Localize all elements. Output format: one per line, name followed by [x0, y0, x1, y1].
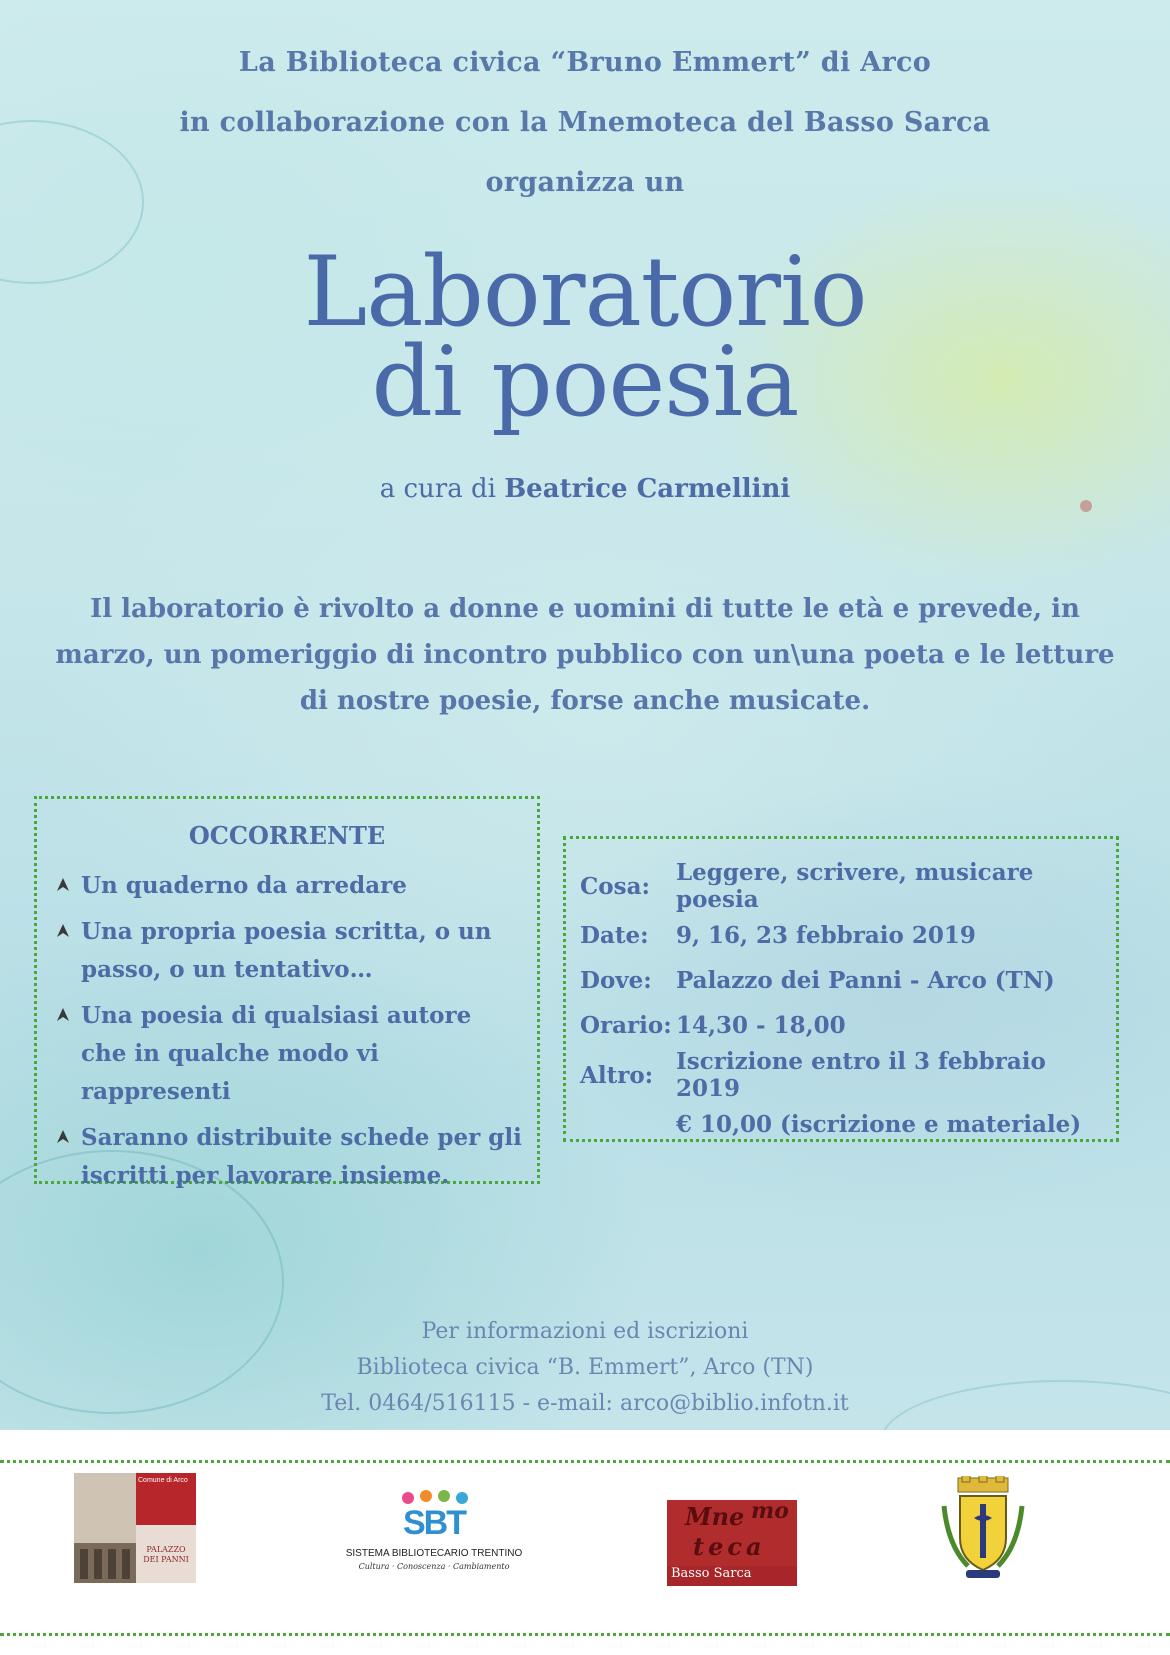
mnemoteca-logo — [667, 1500, 797, 1586]
details-value: Leggere, scrivere, musicare poesia — [676, 859, 1034, 913]
sbt-logo — [336, 1490, 532, 1590]
arrowhead-bullet-icon — [55, 1007, 71, 1023]
palazzo-dei-panni-book-logo — [74, 1473, 196, 1583]
details-key: Orario: — [580, 1012, 672, 1039]
mnemoteca-word-2: mo — [751, 1498, 789, 1524]
details-row — [580, 913, 1116, 958]
arrowhead-bullet-icon — [55, 1129, 71, 1145]
details-key: Date: — [580, 922, 649, 949]
details-value: € 10,00 (iscrizione e materiale) — [676, 1111, 1082, 1138]
sbt-name: SISTEMA BIBLIOTECARIO TRENTINO — [345, 1548, 523, 1559]
details-row — [580, 1102, 1116, 1147]
details-value: Palazzo dei Panni - Arco (TN) — [676, 967, 1055, 994]
book-label-panni: DEI PANNI — [143, 1555, 189, 1564]
sbt-letters: SBT — [403, 1504, 465, 1542]
curator-name: Beatrice Carmellini — [504, 474, 791, 504]
curator-line — [0, 474, 1170, 504]
details-row — [580, 958, 1116, 1003]
description-line-2: marzo, un pomeriggio di incontro pubblico con un\una poeta e le letture — [55, 640, 1115, 670]
details-key: Altro: — [580, 1061, 654, 1089]
occorrente-item-text: Una poesia di qualsiasi autore che in qualche modo vi rappresenti — [81, 1002, 472, 1105]
curator-prefix: a cura di — [379, 474, 496, 504]
details-row — [580, 1048, 1116, 1102]
details-key — [580, 1102, 676, 1147]
details-value: 14,30 - 18,00 — [676, 1012, 846, 1039]
footer-contact: Tel. 0464/516115 - e-mail: arco@biblio.infotn.it — [321, 1391, 849, 1416]
description-line-1: Il laboratorio è rivolto a donne e uomini di tutte le età e prevede, in — [90, 594, 1080, 624]
details-row — [580, 859, 1116, 913]
mnemoteca-word-1: Mne — [685, 1502, 745, 1531]
occorrente-item — [53, 1119, 523, 1195]
details-value: Iscrizione entro il 3 febbraio 2019 — [676, 1048, 1046, 1102]
details-key: Cosa: — [580, 872, 650, 900]
occorrente-item — [53, 997, 523, 1111]
footer-line-1: Per informazioni ed iscrizioni — [421, 1319, 749, 1344]
mnemoteca-word-3: teca — [693, 1532, 766, 1561]
occorrente-item — [53, 913, 523, 989]
occorrente-item-text: Una propria poesia scritta, o un passo, o un tentativo… — [81, 918, 492, 983]
occorrente-box — [34, 796, 540, 1189]
occorrente-list — [53, 867, 523, 1203]
mnemoteca-sub: Basso Sarca — [671, 1566, 752, 1581]
intro-line-2: in collaborazione con la Mnemoteca del Basso Sarca — [179, 107, 991, 138]
dotted-divider-top — [0, 1460, 1170, 1463]
arco-coat-of-arms-icon — [938, 1476, 1028, 1586]
book-label-palazzo: PALAZZO — [146, 1545, 186, 1554]
occorrente-item-text: Saranno distribuite schede per gli iscritti per lavorare insieme. — [81, 1124, 522, 1189]
details-table — [580, 859, 1116, 1147]
details-row — [580, 1003, 1116, 1048]
title-line-2: di poesia — [371, 326, 799, 438]
dotted-divider-bottom — [0, 1633, 1170, 1636]
details-key: Dove: — [580, 967, 652, 994]
arrowhead-bullet-icon — [55, 877, 71, 893]
footer-line-2: Biblioteca civica “B. Emmert”, Arco (TN) — [356, 1355, 814, 1380]
book-label-comune: Comune di Arco — [138, 1477, 188, 1484]
occorrente-item-text: Un quaderno da arredare — [81, 872, 407, 899]
occorrente-item — [53, 867, 523, 905]
details-value: 9, 16, 23 febbraio 2019 — [676, 922, 976, 949]
details-box — [563, 836, 1119, 1142]
title-line-1: Laboratorio — [303, 236, 867, 348]
occorrente-title: OCCORRENTE — [188, 821, 386, 850]
intro-line-1: La Biblioteca civica “Bruno Emmert” di Arco — [238, 47, 932, 78]
description-line-3: di nostre poesie, forse anche musicate. — [299, 686, 871, 716]
intro-line-3: organizza un — [485, 167, 685, 198]
sbt-tagline: Cultura · Conoscenza · Cambiamento — [358, 1562, 510, 1571]
arrowhead-bullet-icon — [55, 923, 71, 939]
